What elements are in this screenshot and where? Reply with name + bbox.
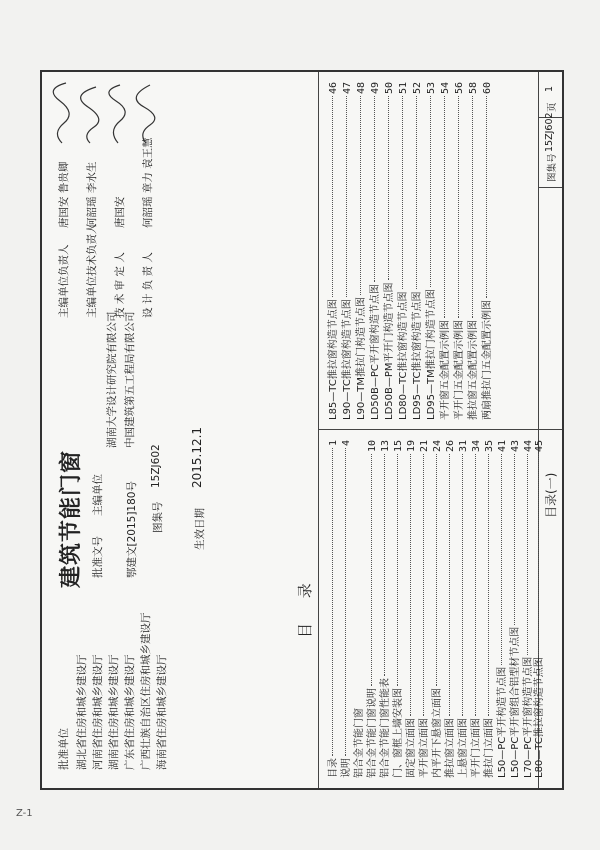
resp-label-2: 主编单位技术负责人 xyxy=(86,223,98,318)
toc-item[interactable]: LD95—TM推拉门构造节点图 53 xyxy=(426,82,437,420)
drawing-sheet xyxy=(40,70,564,790)
toc-item[interactable]: 平开窗立面图 21 xyxy=(419,440,430,778)
footer-atlas-value: 15ZJ602 xyxy=(544,112,555,152)
toc-heading: 目 录 xyxy=(296,573,314,638)
approval-no-label: 批准文号 xyxy=(92,536,104,578)
resp-label-4: 设 计 负 责 人 xyxy=(142,252,154,318)
toc-item[interactable]: 平开门立面图 34 xyxy=(471,440,482,778)
toc-item[interactable]: L90—TM推拉门构造节点图 48 xyxy=(356,82,367,420)
atlas-label: 图集号 xyxy=(152,501,164,533)
toc-section: 铝合金节能门窗 xyxy=(354,708,365,778)
resp-names-1: 唐国安 鲁贵卿 xyxy=(58,161,70,228)
toc-item[interactable]: 推拉门立面图 35 xyxy=(484,440,495,778)
effective-label: 生效日期 xyxy=(194,508,206,550)
resp-label-3: 技 术 审 定 人 xyxy=(114,252,126,318)
toc-item[interactable]: 目录 1 xyxy=(328,440,339,778)
toc-item[interactable]: LD50B—PM平开门构造节点图 50 xyxy=(384,82,395,420)
toc-item[interactable]: 平开窗五金配置示例图 54 xyxy=(440,82,451,420)
resp-names-2: 何韶瑶 李水生 xyxy=(86,161,98,228)
toc-item[interactable]: L50—PC平开构造节点图 41 xyxy=(497,440,508,778)
approval-unit-3: 湖南省住房和城乡建设厅 xyxy=(108,654,120,770)
signature-block xyxy=(50,78,160,148)
footer-page-label: 页 xyxy=(547,102,558,112)
editor-label: 主编单位 xyxy=(92,474,104,516)
footer-cell-divider xyxy=(538,187,562,188)
toc-item[interactable]: 门、窗框上墙安装图 15 xyxy=(393,440,404,778)
toc-item[interactable]: L90—TC推拉窗构造节点图 47 xyxy=(342,82,353,420)
toc-item[interactable]: 推拉窗五金配置示例图 58 xyxy=(468,82,479,420)
toc-item[interactable]: 内平开下悬窗立面图 24 xyxy=(432,440,443,778)
toc-item[interactable]: L80—TC推拉窗构造节点图 45 xyxy=(534,440,545,778)
toc-item[interactable]: L85—TC推拉窗构造节点图 46 xyxy=(328,82,339,420)
toc-item[interactable]: LD80—TC推拉窗构造节点图 51 xyxy=(398,82,409,420)
toc-item[interactable]: L50—PC平开窗组合铝型材节点图 43 xyxy=(510,440,521,778)
footer-atlas-label: 图集号 xyxy=(547,153,558,182)
rotated-page xyxy=(42,72,562,788)
toc-item[interactable]: 推拉窗立面图 26 xyxy=(445,440,456,778)
toc-item[interactable]: LD50B—PC平开窗构造节点图 49 xyxy=(370,82,381,420)
toc-item[interactable]: L70—PC平开窗构造节点图 44 xyxy=(523,440,534,778)
toc-item[interactable]: 固定窗立面图 19 xyxy=(406,440,417,778)
approval-unit-6: 海南省住房和城乡建设厅 xyxy=(156,654,168,770)
editor-unit-2: 中国建筑第五工程局有限公司 xyxy=(124,311,136,448)
corner-mark: Z-1 xyxy=(16,808,33,819)
resp-label-1: 主编单位负责人 xyxy=(58,244,70,318)
toc-item[interactable]: 铝合金节能门窗性能表 13 xyxy=(380,440,391,778)
toc-column-divider xyxy=(318,429,562,430)
toc-item[interactable]: 平开门五金配置示例图 56 xyxy=(454,82,465,420)
effective-date: 2015.12.1 xyxy=(190,426,204,488)
toc-item[interactable]: LD95—TC推拉窗构造节点图 52 xyxy=(412,82,423,420)
approval-doc-no: 鄂建文[2015]180号 xyxy=(126,481,138,578)
approval-unit-5: 广西壮族自治区住房和城乡建设厅 xyxy=(140,612,152,770)
approval-unit-1: 湖北省住房和城乡建设厅 xyxy=(76,654,88,770)
approval-unit-2: 河南省住房和城乡建设厅 xyxy=(92,654,104,770)
atlas-value: 15ZJ602 xyxy=(150,444,162,488)
document-title: 建筑节能门窗 xyxy=(59,449,84,588)
approval-unit-4: 广东省住房和城乡建设厅 xyxy=(124,654,136,770)
footer-page-value: 1 xyxy=(544,85,555,92)
approval-units-label: 批准单位 xyxy=(58,728,70,770)
header-divider xyxy=(318,72,319,788)
editor-unit-1: 湖南大学设计研究院有限公司 xyxy=(106,311,118,448)
footer-sheet-name: 目录(一) xyxy=(544,472,558,518)
toc-item[interactable]: 上悬窗立面图 31 xyxy=(458,440,469,778)
resp-names-3: 唐国安 xyxy=(114,196,126,228)
resp-names-4: 何韶瑶 章力 袁王慧 xyxy=(142,137,154,228)
toc-item[interactable]: 说明 4 xyxy=(341,440,352,778)
toc-item[interactable]: 铝合金节能门窗说明 10 xyxy=(367,440,378,778)
toc-item[interactable]: 两扇推拉门五金配置示例图 60 xyxy=(482,82,493,420)
